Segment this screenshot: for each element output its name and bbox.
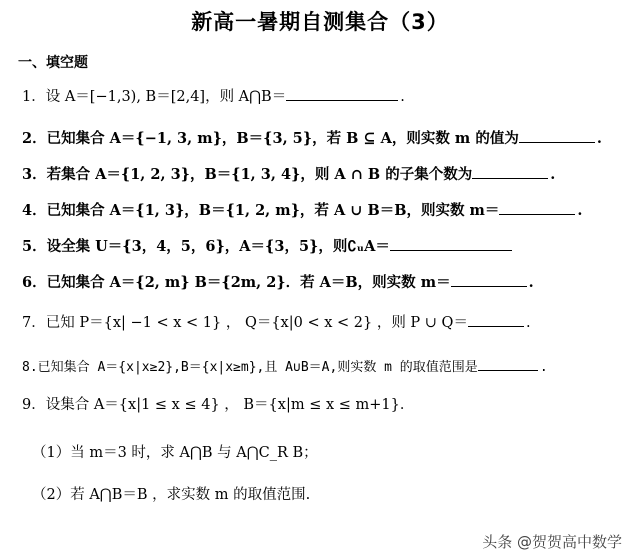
question-1-end: . xyxy=(400,89,405,105)
question-3 xyxy=(22,164,555,184)
question-6-text: 6．已知集合 A＝{2, m} B＝{2m, 2}．若 A＝B，则实数 m＝ xyxy=(22,274,451,291)
question-7-end: . xyxy=(525,315,531,331)
question-9-part-2 xyxy=(32,486,310,504)
question-9-part-2-text: （2）若 A⋂B＝B ，求实数 m 的取值范围. xyxy=(32,487,311,503)
question-1-text: 1．设 A＝[−1,3), B＝[2,4]，则 A⋂B＝ xyxy=(22,89,287,105)
page-title: 新高一暑期自测集合（3） xyxy=(191,10,449,34)
section-heading: 一、填空题 xyxy=(18,55,88,71)
question-7-text: 7．已知 P＝{x| −1 < x < 1} ， Q＝{x|0 < x < 2} ，则 P ∪ Q＝ xyxy=(22,315,468,331)
question-5 xyxy=(22,236,514,256)
answer-blank xyxy=(519,128,595,143)
answer-blank xyxy=(472,164,548,179)
question-9-text: 9．设集合 A＝{x|1 ≤ x ≤ 4} ， B＝{x|m ≤ x ≤ m+1}． xyxy=(22,397,415,413)
question-8-end: . xyxy=(539,360,548,375)
question-6-end: . xyxy=(528,274,534,291)
answer-blank xyxy=(468,312,524,327)
watermark: 头条 @贺贺高中数学 xyxy=(482,533,622,551)
question-9-part-1 xyxy=(32,444,318,462)
answer-blank xyxy=(451,272,527,287)
answer-blank xyxy=(499,200,575,215)
answer-blank xyxy=(478,356,538,371)
answer-blank xyxy=(286,86,398,101)
question-9-part-1-text: （1）当 m＝3 时，求 A⋂B 与 A⋂C_R B； xyxy=(32,445,318,461)
question-4-text: 4．已知集合 A＝{1, 3}，B＝{1, 2, m}，若 A ∪ B＝B，则实数 m＝ xyxy=(22,202,500,219)
question-5-text: 5．设全集 U＝{3，4，5，6}，A＝{3，5}，则∁ᵤA＝ xyxy=(22,238,390,255)
question-4 xyxy=(22,200,582,220)
question-2-end: . xyxy=(596,130,602,147)
question-2 xyxy=(22,128,602,148)
question-3-text: 3．若集合 A＝{1, 2, 3}，B＝{1, 3, 4}，则 A ∩ B 的子集个数为 xyxy=(22,166,473,183)
question-2-text: 2．已知集合 A＝{−1, 3, m}，B＝{3, 5}，若 B ⊆ A，则实数 m 的值为 xyxy=(22,130,519,147)
answer-blank xyxy=(390,236,512,251)
question-6 xyxy=(22,272,534,292)
question-8-text: 8.已知集合 A＝{x|x≥2},B＝{x|x≥m},且 A∪B＝A,则实数 m 的取值范围是 xyxy=(22,360,478,375)
question-4-end: . xyxy=(577,202,583,219)
question-9 xyxy=(22,396,414,414)
question-8 xyxy=(22,356,548,377)
question-1 xyxy=(22,86,405,106)
question-7 xyxy=(22,312,531,332)
question-3-end: . xyxy=(550,166,556,183)
